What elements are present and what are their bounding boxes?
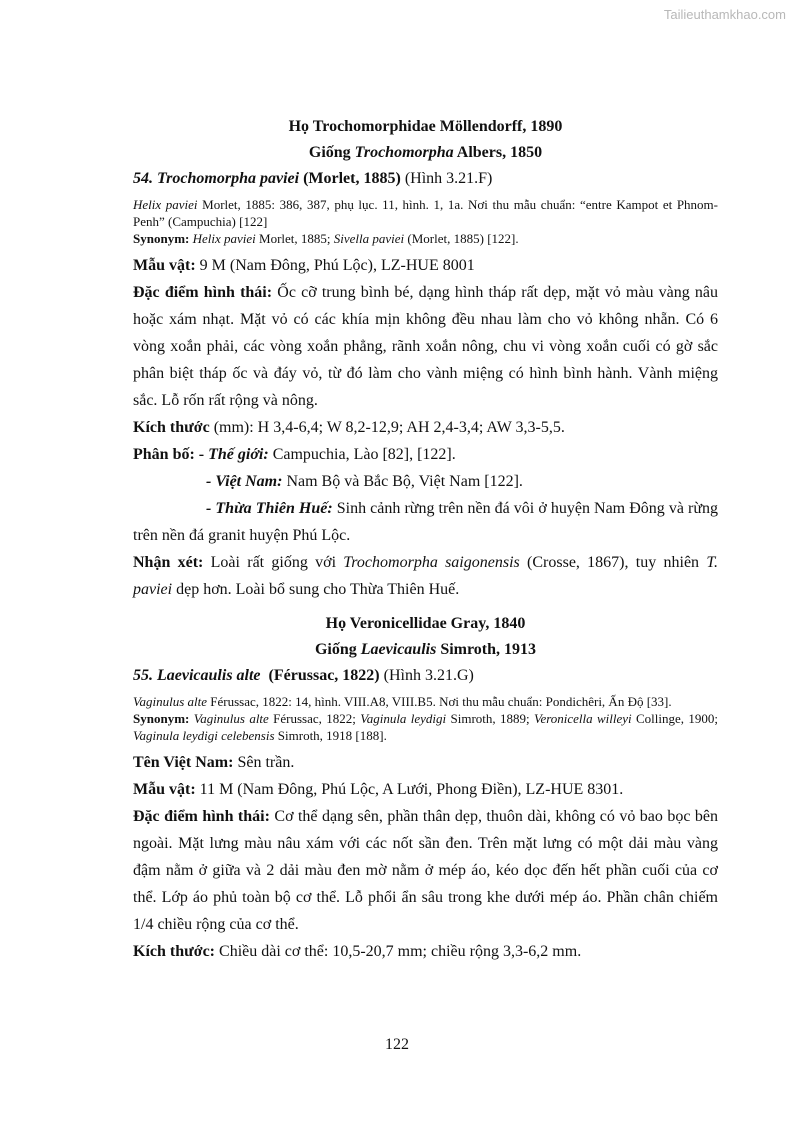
species55-reference: Vaginulus alte Férussac, 1822: 14, hình. VIII.A8, VIII.B5. Nơi thu mẫu chuẩn: Pondichêri, Ấn Độ [33]. <box>133 694 672 709</box>
species54-figure: (Hình 3.21.F) <box>400 170 493 187</box>
species54-name: 54. Trochomorpha paviei <box>133 170 300 187</box>
species54-reference: Helix paviei Morlet, 1885: 386, 387, phụ lục. 11, hình. 1, 1a. Nơi thu mẫu chuẩn: “entre Kampot et Phnom-Penh” (Campuchia) [122] <box>133 197 718 229</box>
species55-figure: (Hình 3.21.G) <box>379 667 474 684</box>
species54-morphology: Đặc điểm hình thái: Ốc cỡ trung bình bé, dạng hình tháp rất dẹp, mặt vỏ màu vàng nâu hoặc xám nhạt. Mặt vỏ có các khía mịn không đều nhau làm cho vỏ không nhẵn. Có 6 vòng xoắn phải, các vòng xoắn phẳng, rãnh xoắn nông, chu vi vòng xoắn cuối có gờ sắc phân biệt tháp ốc và đáy vỏ, từ đó làm cho vành miệng có hình bình hành. Vành miệng sắc. Lỗ rốn rất rộng và nông. <box>133 284 718 409</box>
genus1-name: Trochomorpha <box>354 144 454 161</box>
page-number: 122 <box>385 1036 409 1053</box>
species54-distribution-vietnam: - Việt Nam: Nam Bộ và Bắc Bộ, Việt Nam [122]. <box>206 473 523 490</box>
species54-title <box>133 167 718 191</box>
page-content <box>133 114 718 965</box>
species55-title <box>133 664 718 688</box>
species54-author: (Morlet, 1885) <box>299 170 401 187</box>
genus2-name: Laevicaulis <box>360 641 437 658</box>
family1-title: Họ Trochomorphidae Möllendorff, 1890 <box>288 118 563 135</box>
genus1-title: Giống Trochomorpha Albers, 1850 <box>308 144 543 161</box>
species55-synonym: Synonym: Vaginulus alte Férussac, 1822; Vaginula leydigi Simroth, 1889; Veronicella willeyi Collinge, 1900; Vaginula leydigi celebensis Simroth, 1918 [188]. <box>133 711 718 743</box>
species54-distribution-world: Phân bố: - Thế giới: Campuchia, Lào [82], [122]. <box>133 446 456 463</box>
species54-specimen: Mẫu vật: 9 M (Nam Đông, Phú Lộc), LZ-HUE 8001 <box>133 257 475 274</box>
species55-morphology: Đặc điểm hình thái: Cơ thể dạng sên, phần thân dẹp, thuôn dài, không có vỏ bao bọc bên ngoài. Mặt lưng màu nâu xám với các nốt sần đen. Trên mặt lưng có một dải màu vàng đậm nằm ở giữa và 2 dải màu đen mờ nằm ở mép áo, kéo dọc đến hết phần cuối của cơ thể. Lớp áo phủ toàn bộ cơ thể. Lỗ phổi ẩn sâu trong khe dưới mép áo. Phần chân chiếm 1/4 chiều rộng của cơ thể. <box>133 808 718 933</box>
species54-size: Kích thước (mm): H 3,4-6,4; W 8,2-12,9; AH 2,4-3,4; AW 3,3-5,5. <box>133 419 565 436</box>
watermark: Tailieuthamkhao.com <box>663 7 786 22</box>
species54-synonym: Synonym: Helix paviei Morlet, 1885; Sivella paviei (Morlet, 1885) [122]. <box>133 231 519 246</box>
species54-distribution-tth: - Thừa Thiên Huế: Sinh cảnh rừng trên nền đá vôi ở huyện Nam Đông và rừng trên nền đá granit huyện Phú Lộc. <box>133 500 718 544</box>
species55-size: Kích thước: Chiều dài cơ thể: 10,5-20,7 mm; chiều rộng 3,3-6,2 mm. <box>133 943 582 960</box>
family2-title: Họ Veronicellidae Gray, 1840 <box>325 615 526 632</box>
species54-remark: Nhận xét: Loài rất giống với Trochomorpha saigonensis (Crosse, 1867), tuy nhiên T. paviei dẹp hơn. Loài bổ sung cho Thừa Thiên Huế. <box>133 554 719 598</box>
species55-author: (Férussac, 1822) <box>260 667 380 684</box>
species55-name: 55. Laevicaulis alte <box>133 667 261 684</box>
species55-vietnamese-name: Tên Việt Nam: Sên trần. <box>133 754 295 771</box>
species55-specimen: Mẫu vật: 11 M (Nam Đông, Phú Lộc, A Lưới, Phong Điền), LZ-HUE 8301. <box>133 781 624 798</box>
genus2-title: Giống Laevicaulis Simroth, 1913 <box>314 641 537 658</box>
